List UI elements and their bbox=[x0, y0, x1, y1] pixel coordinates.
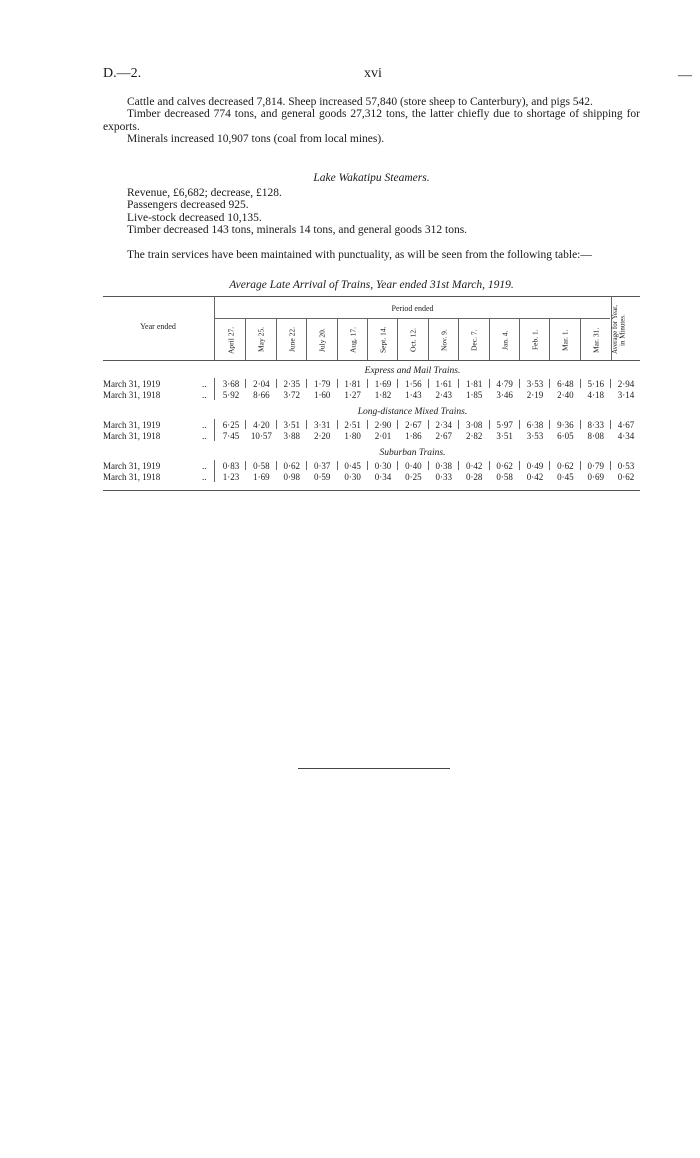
table-cell: 3·53 bbox=[526, 430, 544, 441]
average-cell: 4·34 bbox=[617, 430, 635, 441]
intro-block bbox=[103, 249, 640, 261]
table-cell: 2·04 bbox=[253, 379, 270, 389]
table-cell: 3·68 bbox=[222, 379, 240, 389]
table-cell: 1·69 bbox=[253, 471, 270, 482]
section-title: Express and Mail Trains. bbox=[364, 366, 461, 376]
table-intro: The train services have been maintained with punctuality, as will be seen from the following table:— bbox=[127, 249, 592, 261]
column-heading: Jan. 4. bbox=[500, 330, 510, 350]
steamers-livestock: Live-stock decreased 10,135. bbox=[127, 211, 262, 224]
section-left-divider bbox=[214, 419, 215, 441]
column-divider bbox=[306, 319, 307, 360]
row-leader-dots: .. bbox=[202, 461, 207, 471]
cell-divider bbox=[428, 379, 429, 388]
table-cell: 2·19 bbox=[526, 389, 544, 400]
average-cell: 3·14 bbox=[617, 389, 635, 400]
cell-divider bbox=[428, 461, 429, 470]
cell-divider bbox=[549, 420, 550, 429]
table-cell: 1·86 bbox=[405, 430, 422, 441]
table-cell: 1·60 bbox=[313, 389, 331, 400]
cell-divider bbox=[306, 379, 307, 388]
table-cell: 0·62 bbox=[283, 461, 301, 471]
table-cell: 3·46 bbox=[496, 389, 513, 400]
table-top-rule bbox=[103, 296, 640, 297]
column-divider bbox=[580, 319, 581, 360]
column-divider bbox=[337, 319, 338, 360]
section-title: Suburban Trains. bbox=[379, 448, 446, 458]
column-divider bbox=[489, 319, 490, 360]
row-label: March 31, 1919 bbox=[103, 379, 161, 389]
cell-divider bbox=[580, 461, 581, 470]
table-cell: 2·67 bbox=[435, 430, 453, 441]
column-divider bbox=[245, 319, 246, 360]
cell-divider bbox=[397, 420, 398, 429]
table-cell: 3·51 bbox=[283, 420, 301, 430]
table-cell: 6·48 bbox=[557, 379, 574, 389]
table-cell: 1·56 bbox=[405, 379, 422, 389]
column-divider bbox=[458, 319, 459, 360]
cell-divider bbox=[397, 379, 398, 388]
table-cell: 3·72 bbox=[283, 389, 301, 400]
cell-divider bbox=[245, 379, 246, 388]
cell-divider bbox=[397, 461, 398, 470]
table-cell: 5·92 bbox=[222, 389, 240, 400]
column-heading: Sept. 14. bbox=[378, 326, 388, 354]
table-cell: 2·34 bbox=[435, 420, 453, 430]
table-cell: 1·43 bbox=[405, 389, 422, 400]
cell-divider bbox=[337, 379, 338, 388]
table-cell: 0·59 bbox=[313, 471, 331, 482]
year-ended-heading: Year ended bbox=[140, 322, 176, 331]
cell-divider bbox=[458, 379, 459, 388]
cell-divider bbox=[580, 420, 581, 429]
table-cell: 7·45 bbox=[222, 430, 240, 441]
table-cell: 8·33 bbox=[587, 420, 605, 430]
table-cell: 1·81 bbox=[344, 379, 361, 389]
table-cell: 1·80 bbox=[344, 430, 361, 441]
table-cell: 9·36 bbox=[557, 420, 574, 430]
cell-divider bbox=[306, 420, 307, 429]
table-cell: 0·40 bbox=[405, 461, 422, 471]
table-cell: 0·62 bbox=[557, 461, 574, 471]
cell-divider bbox=[337, 461, 338, 470]
table-cell: 2·67 bbox=[405, 420, 422, 430]
row-label: March 31, 1918 bbox=[103, 389, 161, 400]
steamers-heading: Lake Wakatipu Steamers. bbox=[313, 172, 430, 184]
table-title: Average Late Arrival of Trains, Year ended 31st March, 1919. bbox=[229, 279, 514, 291]
cell-divider bbox=[610, 461, 611, 470]
table-cell: 2·90 bbox=[374, 420, 392, 430]
paragraph-cattle: Cattle and calves decreased 7,814. Sheep increased 57,840 (store sheep to Canterbury), and pigs 542. bbox=[127, 96, 593, 108]
table-cell: 2·43 bbox=[435, 389, 453, 400]
table-cell: 0·62 bbox=[496, 461, 513, 471]
table-cell: 3·51 bbox=[496, 430, 513, 441]
column-heading: July 20. bbox=[317, 328, 327, 352]
table-cell: 8·08 bbox=[587, 430, 605, 441]
cell-divider bbox=[610, 379, 611, 388]
table-bottom-rule bbox=[103, 490, 640, 491]
cell-divider bbox=[428, 420, 429, 429]
cell-divider bbox=[367, 379, 368, 388]
column-heading: Feb. 1. bbox=[530, 329, 540, 351]
table-cell: 0·45 bbox=[557, 471, 574, 482]
table-cell: 3·31 bbox=[313, 420, 331, 430]
column-heading: May 25. bbox=[256, 327, 266, 353]
column-heading: Aug. 17. bbox=[348, 326, 358, 354]
table-cell: 3·53 bbox=[526, 379, 544, 389]
row-leader-dots: .. bbox=[202, 420, 207, 430]
table-cell: 0·58 bbox=[253, 461, 270, 471]
table-cell: 0·37 bbox=[313, 461, 331, 471]
cell-divider bbox=[549, 379, 550, 388]
steamers-block bbox=[103, 187, 640, 237]
row-label: March 31, 1918 bbox=[103, 471, 161, 482]
cell-divider bbox=[367, 461, 368, 470]
table-cell: 2·82 bbox=[465, 430, 483, 441]
table-cell: 0·79 bbox=[587, 461, 605, 471]
paragraph-minerals: Minerals increased 10,907 tons (coal from local mines). bbox=[127, 133, 385, 146]
cell-divider bbox=[610, 420, 611, 429]
row-label: March 31, 1919 bbox=[103, 461, 161, 471]
table-cell: 0·69 bbox=[587, 471, 605, 482]
table-cell: 2·51 bbox=[344, 420, 361, 430]
table-cell: 0·30 bbox=[344, 471, 361, 482]
table-head-rule bbox=[103, 360, 640, 361]
average-cell: 0·53 bbox=[617, 461, 635, 471]
row-leader-dots: .. bbox=[202, 379, 207, 389]
table-cell: 0·45 bbox=[344, 461, 361, 471]
cell-divider bbox=[580, 379, 581, 388]
row-label: March 31, 1918 bbox=[103, 430, 161, 441]
table-cell: 5·97 bbox=[496, 420, 513, 430]
end-rule bbox=[298, 768, 450, 769]
table-cell: 6·05 bbox=[557, 430, 574, 441]
table-cell: 10·57 bbox=[250, 430, 272, 441]
table-cell: 1·27 bbox=[344, 389, 361, 400]
livestock-paragraphs bbox=[103, 96, 640, 146]
table-cell: 0·42 bbox=[526, 471, 544, 482]
row-label: March 31, 1919 bbox=[103, 420, 161, 430]
cell-divider bbox=[245, 420, 246, 429]
steamers-timber: Timber decreased 143 tons, minerals 14 tons, and general goods 312 tons. bbox=[127, 224, 468, 237]
column-divider bbox=[549, 319, 550, 360]
document-reference: D.—2. bbox=[103, 66, 142, 81]
period-ended-heading: Period ended bbox=[391, 304, 434, 313]
table-cell: 4·79 bbox=[496, 379, 513, 389]
table-cell: 0·34 bbox=[374, 471, 392, 482]
table-cell: 1·23 bbox=[222, 471, 240, 482]
column-heading: Nov. 9. bbox=[439, 329, 449, 351]
average-cell: 0·62 bbox=[617, 471, 635, 482]
cell-divider bbox=[306, 461, 307, 470]
cell-divider bbox=[549, 461, 550, 470]
row-leader-dots: .. bbox=[202, 471, 207, 482]
column-divider bbox=[397, 319, 398, 360]
column-divider bbox=[519, 319, 520, 360]
cell-divider bbox=[489, 420, 490, 429]
table-cell: 1·69 bbox=[374, 379, 392, 389]
table-cell: 2·35 bbox=[283, 379, 301, 389]
table-cell: 4·20 bbox=[253, 420, 270, 430]
cell-divider bbox=[367, 420, 368, 429]
table-cell: 2·20 bbox=[313, 430, 331, 441]
column-divider bbox=[428, 319, 429, 360]
column-heading: Oct. 12. bbox=[408, 328, 418, 352]
average-cell: 2·94 bbox=[617, 379, 635, 389]
table-cell: 0·42 bbox=[465, 461, 483, 471]
section-left-divider bbox=[214, 460, 215, 482]
table-cell: 4·18 bbox=[587, 389, 605, 400]
table-cell: 0·30 bbox=[374, 461, 392, 471]
table-cell: 3·88 bbox=[283, 430, 301, 441]
table-cell: 2·40 bbox=[557, 389, 574, 400]
paragraph-timber: Timber decreased 774 tons, and general goods 27,312 tons, the latter chiefly due to shortage of shipping for exports. bbox=[103, 108, 640, 133]
row-leader-dots: .. bbox=[202, 389, 207, 400]
edge-mark: — bbox=[678, 68, 692, 83]
table-cell: 0·58 bbox=[496, 471, 513, 482]
section-left-divider bbox=[214, 378, 215, 400]
table-cell: 8·66 bbox=[253, 389, 270, 400]
table-cell: 2·01 bbox=[374, 430, 392, 441]
cell-divider bbox=[489, 461, 490, 470]
table-cell: 5·16 bbox=[587, 379, 605, 389]
cell-divider bbox=[337, 420, 338, 429]
table-cell: 1·81 bbox=[465, 379, 483, 389]
row-leader-dots: .. bbox=[202, 430, 207, 441]
column-heading: Mar. 31. bbox=[591, 327, 601, 353]
table-cell: 6·38 bbox=[526, 420, 544, 430]
cell-divider bbox=[489, 379, 490, 388]
cell-divider bbox=[245, 461, 246, 470]
steamers-passengers: Passengers decreased 925. bbox=[127, 199, 249, 212]
cell-divider bbox=[458, 461, 459, 470]
table-cell: 1·85 bbox=[465, 389, 483, 400]
table-cell: 0·38 bbox=[435, 461, 453, 471]
section-title: Long-distance Mixed Trains. bbox=[357, 407, 468, 417]
table-cell: 1·82 bbox=[374, 389, 392, 400]
column-heading: June 22. bbox=[287, 327, 297, 353]
cell-divider bbox=[276, 461, 277, 470]
table-cell: 6·25 bbox=[222, 420, 240, 430]
column-divider bbox=[367, 319, 368, 360]
column-heading: April 27. bbox=[226, 326, 236, 354]
average-cell: 4·67 bbox=[617, 420, 635, 430]
table-cell: 0·33 bbox=[435, 471, 453, 482]
column-heading: Mar. 1. bbox=[560, 329, 570, 351]
table-cell: 0·25 bbox=[405, 471, 422, 482]
table-cell: 3·08 bbox=[465, 420, 483, 430]
table-cell: 1·61 bbox=[435, 379, 453, 389]
table-cell: 0·83 bbox=[222, 461, 240, 471]
table-cell: 1·79 bbox=[313, 379, 331, 389]
steamers-revenue: Revenue, £6,682; decrease, £128. bbox=[127, 187, 282, 199]
cell-divider bbox=[458, 420, 459, 429]
table-cell: 0·28 bbox=[465, 471, 483, 482]
page-number: xvi bbox=[364, 66, 382, 81]
column-heading: Dec. 7. bbox=[469, 329, 479, 351]
table-cell: 0·49 bbox=[526, 461, 544, 471]
cell-divider bbox=[519, 420, 520, 429]
cell-divider bbox=[519, 379, 520, 388]
average-heading: Average for Year, in Minutes. bbox=[611, 305, 627, 355]
column-divider bbox=[276, 319, 277, 360]
cell-divider bbox=[276, 420, 277, 429]
table-cell: 0·98 bbox=[283, 471, 301, 482]
page-header bbox=[103, 66, 638, 84]
cell-divider bbox=[519, 461, 520, 470]
period-subhead-rule bbox=[215, 318, 610, 319]
cell-divider bbox=[276, 379, 277, 388]
